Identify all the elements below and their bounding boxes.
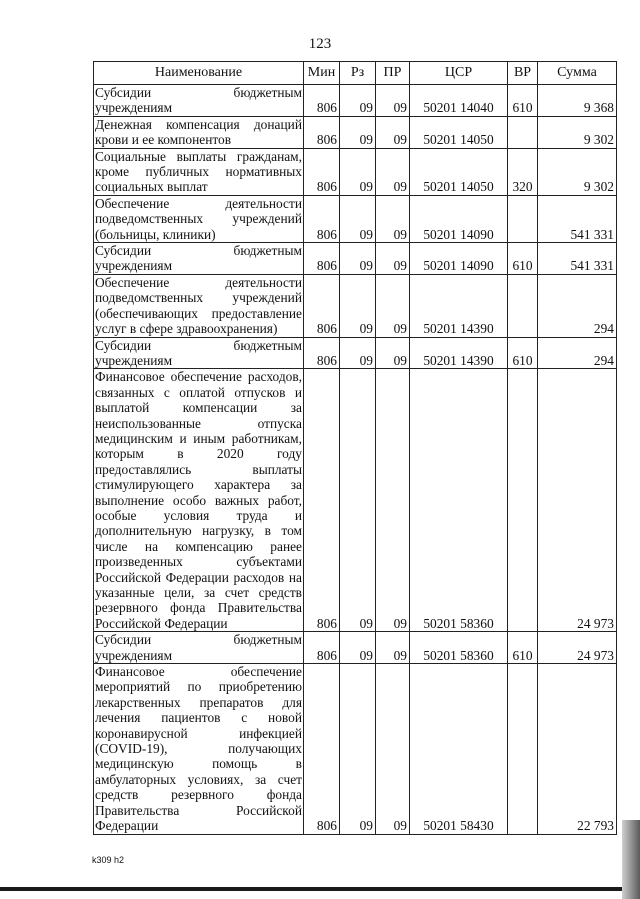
row-rz: 09: [340, 116, 376, 148]
row-vr: 610: [508, 243, 538, 275]
row-pr: 09: [376, 85, 410, 117]
row-min: 806: [304, 337, 340, 369]
row-name: Денежная компенсация донаций крови и ее компонентов: [95, 116, 302, 148]
row-pr: 09: [376, 148, 410, 195]
row-csr: 50201 14050: [410, 116, 508, 148]
table-row: [94, 664, 617, 834]
row-vr: [508, 664, 538, 834]
row-csr: 50201 58360: [410, 369, 508, 632]
row-pr: 09: [376, 632, 410, 664]
row-sum: 541 331: [538, 195, 617, 242]
header-pr: ПР: [376, 62, 410, 85]
table-row: [94, 274, 617, 337]
row-vr: [508, 195, 538, 242]
table-row: [94, 369, 617, 632]
row-vr: [508, 369, 538, 632]
row-sum: 24 973: [538, 369, 617, 632]
row-min: 806: [304, 243, 340, 275]
table-header: [94, 62, 617, 85]
row-csr: 50201 58360: [410, 632, 508, 664]
row-vr: [508, 274, 538, 337]
row-rz: 09: [340, 337, 376, 369]
row-name: Финансовое обеспечение мероприятий по приобретению лекарственных препаратов для лечения пациентов с новой коронавирусной инфекцией (COVID-19), получающих медицинскую помощь в амбулаторных условиях, за счет средств резервного фонда Правительства Российской Федерации: [95, 664, 302, 834]
row-rz: 09: [340, 369, 376, 632]
row-csr: 50201 14090: [410, 195, 508, 242]
row-name: Субсидии бюджетным учреждениям: [95, 85, 302, 116]
row-rz: 09: [340, 195, 376, 242]
row-rz: 09: [340, 632, 376, 664]
row-pr: 09: [376, 664, 410, 834]
row-pr: 09: [376, 369, 410, 632]
page-number: 123: [308, 36, 332, 52]
header-vr: ВР: [508, 62, 538, 85]
header-rz: Рз: [340, 62, 376, 85]
row-csr: 50201 14390: [410, 337, 508, 369]
row-name: Социальные выплаты гражданам, кроме публичных нормативных социальных выплат: [95, 148, 302, 195]
row-min: 806: [304, 664, 340, 834]
row-sum: 24 973: [538, 632, 617, 664]
row-csr: 50201 14050: [410, 148, 508, 195]
row-name: Субсидии бюджетным учреждениям: [95, 243, 302, 274]
table-row: [94, 337, 617, 369]
row-name: Обеспечение деятельности подведомственных учреждений (больницы, клиники): [95, 195, 302, 242]
row-name: Субсидии бюджетным учреждениям: [95, 337, 302, 368]
header-csr: ЦСР: [410, 62, 508, 85]
row-min: 806: [304, 632, 340, 664]
row-sum: 294: [538, 274, 617, 337]
header-min: Мин: [304, 62, 340, 85]
row-sum: 9 302: [538, 116, 617, 148]
header-name: Наименование: [94, 62, 304, 85]
header-sum: Сумма: [538, 62, 617, 85]
row-csr: 50201 14390: [410, 274, 508, 337]
row-rz: 09: [340, 85, 376, 117]
table-row: [94, 116, 617, 148]
row-rz: 09: [340, 274, 376, 337]
row-pr: 09: [376, 274, 410, 337]
table-row: [94, 195, 617, 242]
row-min: 806: [304, 369, 340, 632]
row-min: 806: [304, 116, 340, 148]
row-csr: 50201 14090: [410, 243, 508, 275]
row-sum: 541 331: [538, 243, 617, 275]
footer-code: k309 h2: [92, 855, 125, 865]
row-name: Финансовое обеспечение расходов, связанных с оплатой отпусков и выплатой компенсации за неиспользованные отпуска медицинским и иным работникам, которым в 2020 году предоставлялись выплаты стимулирующего характера за выполнение особо важных работ, особые условия труда и дополнительную нагрузку, в том числе на компенсацию ранее произведенных субъектами Российской Федерации расходов на указанные цели, за счет средств резервного фонда Правительства Российской Федерации: [95, 369, 302, 631]
table-row: [94, 85, 617, 117]
row-min: 806: [304, 195, 340, 242]
table-row: [94, 632, 617, 664]
scan-border-bottom: [0, 887, 628, 891]
row-min: 806: [304, 85, 340, 117]
row-pr: 09: [376, 195, 410, 242]
table-row: [94, 243, 617, 275]
row-pr: 09: [376, 243, 410, 275]
row-csr: 50201 58430: [410, 664, 508, 834]
row-rz: 09: [340, 664, 376, 834]
row-vr: [508, 116, 538, 148]
row-vr: 610: [508, 85, 538, 117]
scan-border-corner: [622, 820, 640, 899]
row-name: Обеспечение деятельности подведомственных учреждений (обеспечивающих предоставление услуг в сфере здравоохранения): [95, 274, 302, 337]
row-sum: 22 793: [538, 664, 617, 834]
budget-table: [93, 61, 617, 835]
row-min: 806: [304, 148, 340, 195]
row-csr: 50201 14040: [410, 85, 508, 117]
row-vr: 610: [508, 337, 538, 369]
row-rz: 09: [340, 148, 376, 195]
row-name: Субсидии бюджетным учреждениям: [95, 632, 302, 663]
table-row: [94, 148, 617, 195]
row-sum: 9 368: [538, 85, 617, 117]
row-rz: 09: [340, 243, 376, 275]
row-pr: 09: [376, 116, 410, 148]
row-sum: 294: [538, 337, 617, 369]
row-sum: 9 302: [538, 148, 617, 195]
row-pr: 09: [376, 337, 410, 369]
row-vr: 320: [508, 148, 538, 195]
row-min: 806: [304, 274, 340, 337]
row-vr: 610: [508, 632, 538, 664]
